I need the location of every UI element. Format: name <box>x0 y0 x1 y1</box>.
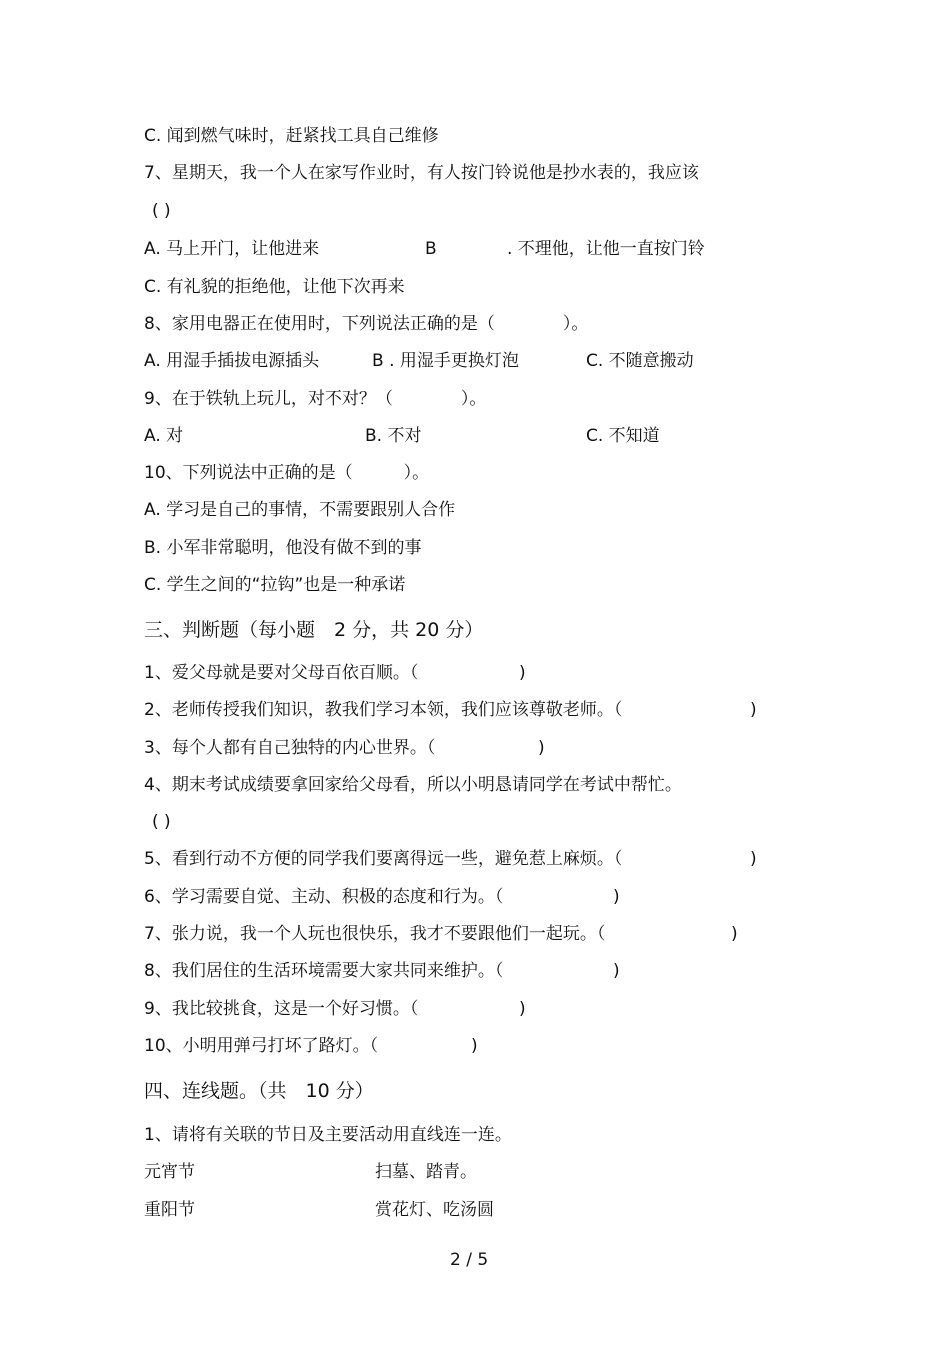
section3-title: 三、判断题（每小题 2 分，共 20 分） <box>144 619 484 641</box>
judge-item-7-close: ) <box>731 924 738 944</box>
judge-item-5: 5、看到行动不方便的同学我们要离得远一些，避免惹上麻烦。（ <box>144 849 623 869</box>
q7-option-c: C. 有礼貌的拒绝他，让他下次再来 <box>144 277 405 297</box>
judge-item-3-close: ) <box>538 738 545 758</box>
q7-answer-blank: ( ) <box>152 201 171 221</box>
matching-question-1: 1、请将有关联的节日及主要活动用直线连一连。 <box>144 1125 512 1145</box>
page-number: 2 / 5 <box>450 1250 489 1270</box>
q10-option-c: C. 学生之间的“拉钩”也是一种承诺 <box>144 575 406 595</box>
judge-item-6: 6、学习需要自觉、主动、积极的态度和行为。（ <box>144 887 504 907</box>
judge-item-6-close: ) <box>613 887 620 907</box>
festival-left-2: 重阳节 <box>144 1200 195 1220</box>
q6-option-c: C. 闻到燃气味时，赶紧找工具自己维修 <box>144 126 439 146</box>
q10-option-b: B. 小军非常聪明，他没有做不到的事 <box>144 538 422 558</box>
q7-option-a: A. 马上开门，让他进来 <box>144 239 320 259</box>
activity-right-1: 扫墓、踏青。 <box>375 1162 477 1182</box>
q9-option-b: B. 不对 <box>365 426 422 446</box>
judge-item-7: 7、张力说，我一个人玩也很快乐，我才不要跟他们一起玩。（ <box>144 924 606 944</box>
judge-item-5-close: ) <box>750 849 757 869</box>
activity-right-2: 赏花灯、吃汤圆 <box>375 1200 494 1220</box>
judge-item-2: 2、老师传授我们知识，教我们学习本领，我们应该尊敬老师。（ <box>144 700 623 720</box>
judge-item-3: 3、每个人都有自己独特的内心世界。（ <box>144 738 436 758</box>
judge-item-9-close: ) <box>519 999 526 1019</box>
judge-item-2-close: ) <box>750 700 757 720</box>
section4-title: 四、连线题。（共 10 分） <box>144 1080 374 1102</box>
judge-item-8-close: ) <box>613 961 620 981</box>
q8-option-c: C. 不随意搬动 <box>586 351 694 371</box>
q8-option-b: B . 用湿手更换灯泡 <box>372 351 519 371</box>
q9-option-c: C. 不知道 <box>586 426 660 446</box>
q7-stem: 7、星期天，我一个人在家写作业时，有人按门铃说他是抄水表的，我应该 <box>144 163 699 183</box>
q10-option-a: A. 学习是自己的事情，不需要跟别人合作 <box>144 500 456 520</box>
judge-item-1-close: ) <box>519 663 526 683</box>
judge-item-1: 1、爱父母就是要对父母百依百顺。（ <box>144 663 419 683</box>
judge-item-10-close: ) <box>471 1036 478 1056</box>
judge-item-4-blank: ( ) <box>152 812 171 832</box>
q9-option-a: A. 对 <box>144 426 184 446</box>
festival-left-1: 元宵节 <box>144 1162 195 1182</box>
q9-stem: 9、在于铁轨上玩儿，对不对？（ ）。 <box>144 389 487 409</box>
judge-item-10: 10、小明用弹弓打坏了路灯。（ <box>144 1036 379 1056</box>
judge-item-8: 8、我们居住的生活环境需要大家共同来维护。（ <box>144 961 504 981</box>
q7-option-b-text: . 不理他，让他一直按门铃 <box>507 239 705 259</box>
judge-item-9: 9、我比较挑食，这是一个好习惯。（ <box>144 999 419 1019</box>
q10-stem: 10、下列说法中正确的是（ ）。 <box>144 463 430 483</box>
q8-stem: 8、家用电器正在使用时，下列说法正确的是（ ）。 <box>144 314 589 334</box>
q7-option-b-letter: B <box>425 239 437 259</box>
judge-item-4: 4、期末考试成绩要拿回家给父母看，所以小明恳请同学在考试中帮忙。 <box>144 775 682 795</box>
q8-option-a: A. 用湿手插拔电源插头 <box>144 351 320 371</box>
